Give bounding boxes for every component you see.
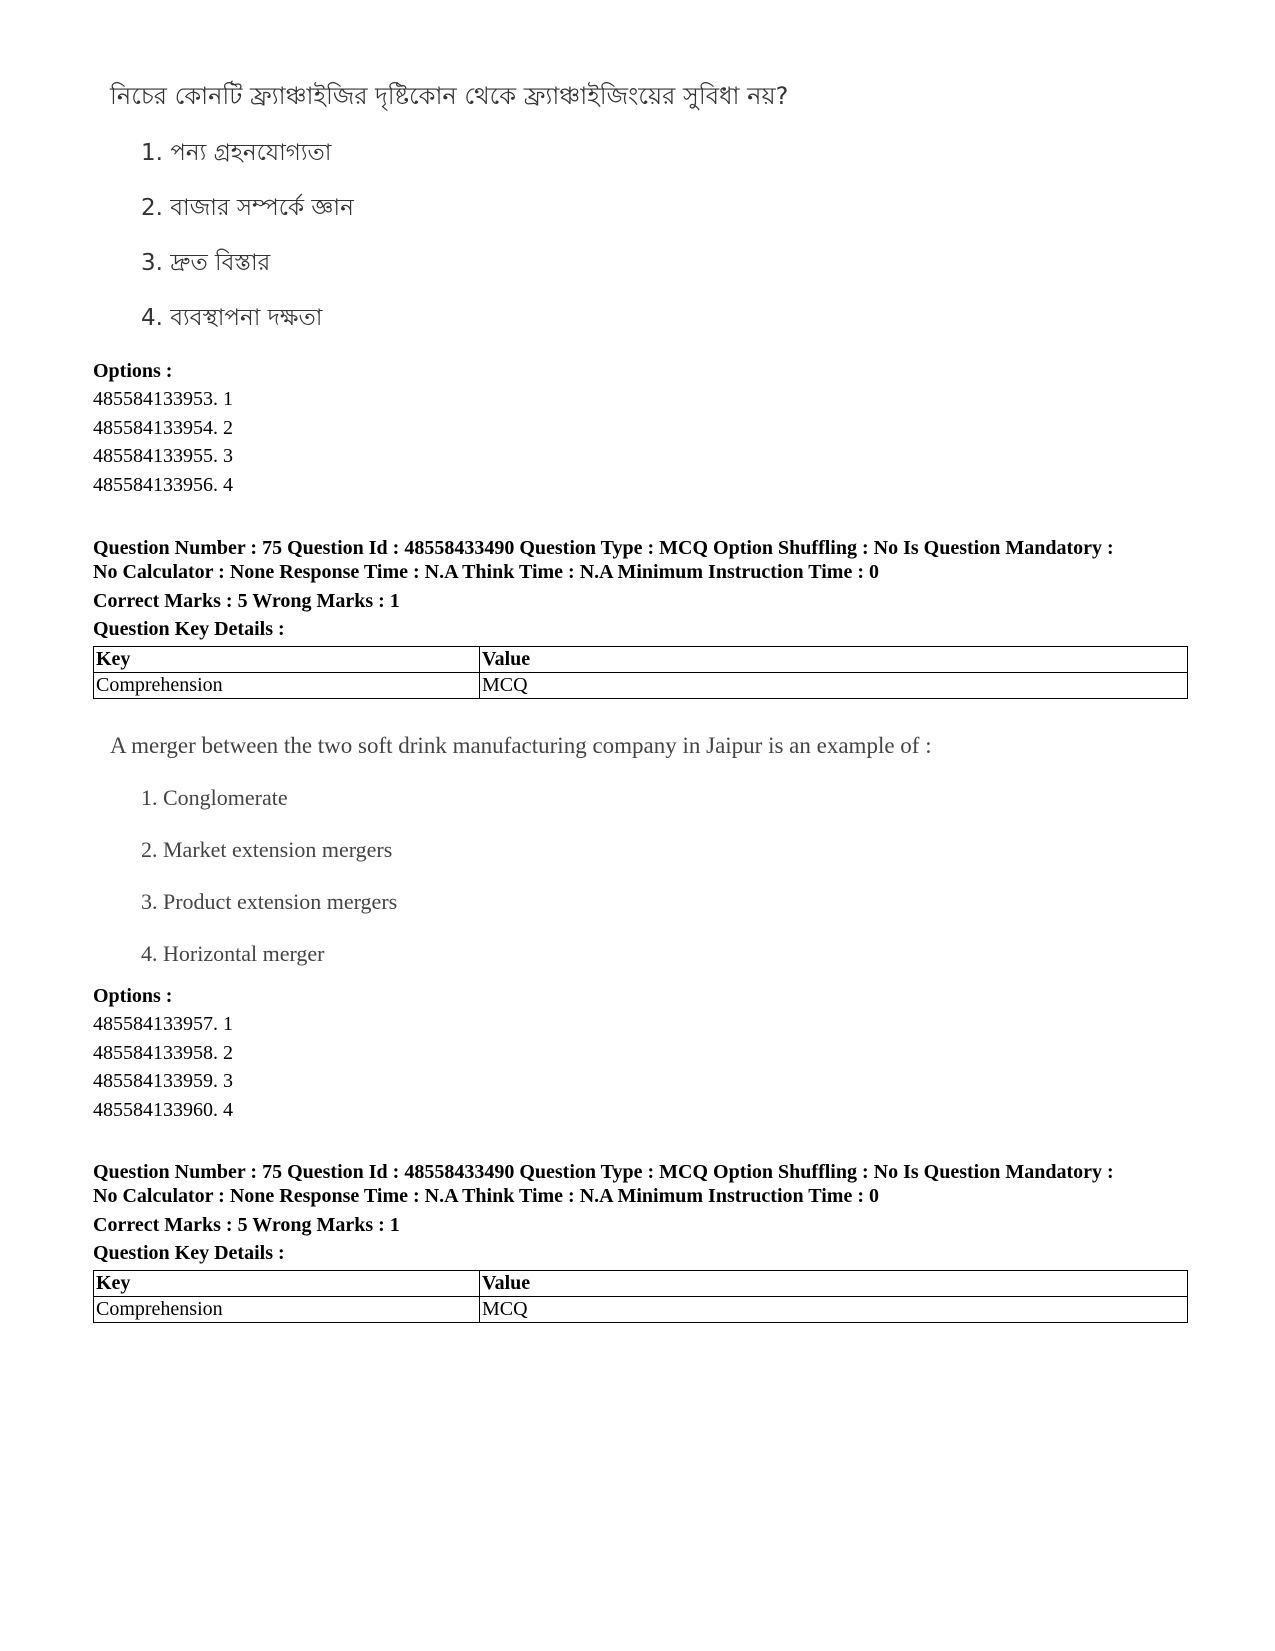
key-details-table: [93, 1270, 1188, 1323]
option-line: 485584133955. 3: [93, 445, 233, 467]
options-block: [93, 982, 1193, 1124]
choice-1: 1. Conglomerate: [141, 785, 288, 810]
question-metadata: [93, 536, 1193, 699]
options-title: Options :: [93, 985, 173, 1007]
key-details-title: Question Key Details :: [93, 1242, 285, 1264]
table-header-value: Value: [480, 1271, 1188, 1297]
option-line: 485584133959. 3: [93, 1070, 233, 1092]
key-details-title: Question Key Details :: [93, 618, 285, 640]
table-cell-value: MCQ: [480, 673, 1188, 699]
table-row: [94, 647, 1188, 673]
choice-3: 3. Product extension mergers: [141, 889, 398, 914]
choice-4: 4. ব্যবস্থাপনা দক্ষতা: [141, 305, 323, 331]
question-stem: নিচের কোনটি ফ্র্যাঞ্চাইজির দৃষ্টিকোন থেকে ফ্র্যাঞ্চাইজিংয়ের সুবিধা নয়?: [110, 82, 789, 110]
choice-1: 1. পন্য গ্রহনযোগ্যতা: [141, 140, 332, 166]
meta-line: Question Number : 75 Question Id : 48558433490 Question Type : MCQ Option Shuffling : No Is Question Mandatory :: [93, 537, 1114, 559]
option-line: 485584133958. 2: [93, 1041, 233, 1064]
table-header-value: Value: [480, 647, 1188, 673]
table-row: [94, 1297, 1188, 1323]
options-block: [93, 357, 1193, 499]
table-cell-key: Comprehension: [94, 1297, 480, 1323]
table-row: [94, 673, 1188, 699]
table-header-key: Key: [94, 1271, 480, 1297]
marks-line: Correct Marks : 5 Wrong Marks : 1: [93, 590, 400, 612]
option-line: 485584133957. 1: [93, 1013, 233, 1035]
question-stem: A merger between the two soft drink manufacturing company in Jaipur is an example of :: [110, 733, 932, 758]
option-line: 485584133956. 4: [93, 473, 233, 496]
option-line: 485584133954. 2: [93, 416, 233, 439]
question-metadata: [93, 1160, 1193, 1323]
meta-line: Question Number : 75 Question Id : 48558433490 Question Type : MCQ Option Shuffling : No Is Question Mandatory :: [93, 1161, 1114, 1183]
key-details-table: [93, 646, 1188, 699]
table-header-key: Key: [94, 647, 480, 673]
choice-2: 2. Market extension mergers: [141, 837, 393, 862]
choice-3: 3. দ্রুত বিস্তার: [141, 250, 271, 276]
marks-line: Correct Marks : 5 Wrong Marks : 1: [93, 1214, 400, 1236]
table-cell-key: Comprehension: [94, 673, 480, 699]
choice-4: 4. Horizontal merger: [141, 941, 325, 966]
option-line: 485584133960. 4: [93, 1098, 233, 1121]
meta-line: No Calculator : None Response Time : N.A Think Time : N.A Minimum Instruction Time : 0: [93, 561, 879, 583]
choice-2: 2. বাজার সম্পর্কে জ্ঞান: [141, 195, 354, 221]
meta-line: No Calculator : None Response Time : N.A Think Time : N.A Minimum Instruction Time : 0: [93, 1185, 879, 1207]
table-cell-value: MCQ: [480, 1297, 1188, 1323]
table-row: [94, 1271, 1188, 1297]
options-title: Options :: [93, 360, 173, 382]
option-line: 485584133953. 1: [93, 388, 233, 410]
